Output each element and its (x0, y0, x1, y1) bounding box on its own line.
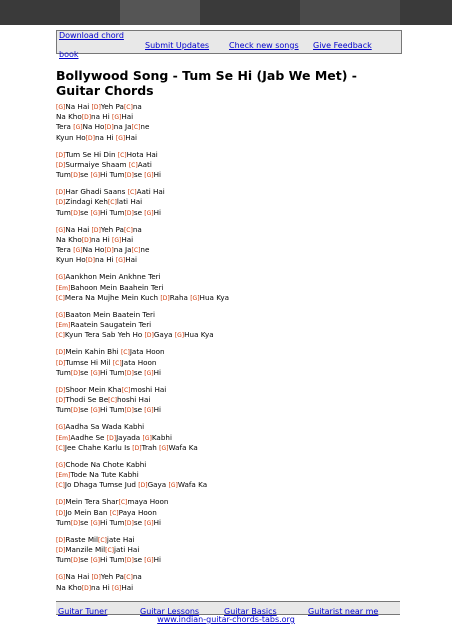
lyric-line (56, 235, 400, 245)
chord-label: [G] (144, 557, 154, 565)
chord-label: [G] (144, 172, 154, 180)
give-feedback-link[interactable]: Give Feedback (313, 40, 372, 50)
lyric-text: ne (140, 122, 150, 132)
lyric-line (56, 433, 400, 443)
chord-label: [G] (174, 332, 185, 340)
lyric-text: Aadha Sa Wada Kabhi (65, 422, 145, 432)
lyric-line (56, 358, 400, 368)
lyric-line (56, 255, 400, 265)
verse (56, 150, 400, 181)
verse (56, 272, 400, 303)
chord-label: [C] (131, 124, 141, 132)
chord-label: [D] (106, 434, 117, 442)
lyric-text: na Hi (94, 255, 116, 265)
lyric-text: Har Ghadi Saans (65, 187, 128, 197)
verse (56, 572, 400, 592)
chord-label: [C] (108, 397, 117, 405)
chord-label: [G] (168, 482, 178, 490)
chord-label: [G] (111, 584, 122, 592)
lyric-line (56, 518, 400, 528)
lyric-text: Aati Hai (136, 187, 165, 197)
chord-label: [D] (81, 236, 92, 244)
lyric-text: Jata Hoon (129, 347, 165, 357)
chord-label: [G] (159, 444, 169, 452)
lyric-line (56, 150, 400, 160)
chord-label: [D] (56, 509, 66, 517)
lyric-text: Jo Mein Ban (65, 507, 110, 517)
top-nav-bar (56, 30, 402, 59)
lyric-text: Tode Na Tute Kabhi (70, 470, 139, 480)
lyric-text: Jee Chahe Karlu Is (64, 442, 133, 452)
lyric-text: na Hi (91, 234, 112, 244)
lyric-line (56, 545, 400, 555)
lyric-line (56, 245, 400, 255)
footer-nav-bar (56, 601, 400, 615)
lyric-text: Zindagi Keh (65, 197, 108, 207)
lyric-text: Tum (56, 405, 71, 415)
lyric-text: Shoor Mein Kha (65, 384, 122, 394)
verse (56, 187, 400, 218)
chord-label: [G] (115, 134, 126, 142)
lyric-text: Raha (169, 292, 191, 302)
chord-label: [Em] (56, 472, 71, 480)
lyric-text: se (80, 517, 91, 527)
lyric-text: Hi Tum (99, 555, 125, 565)
verse (56, 385, 400, 416)
verse (56, 347, 400, 378)
chord-label: [C] (56, 444, 65, 452)
chord-label: [G] (190, 294, 200, 302)
lyric-text: se (80, 207, 91, 217)
chord-label: [C] (56, 332, 65, 340)
chord-label: [G] (56, 226, 66, 234)
lyric-text: Trah (141, 442, 160, 452)
lyric-text: Hi Tum (99, 405, 125, 415)
lyric-text: Yeh Pa (100, 572, 124, 582)
lyric-text: Tum (56, 170, 71, 180)
chord-label: [C] (107, 199, 117, 207)
lyric-text: na Ja (113, 245, 132, 255)
lyric-text: Hi Tum (99, 517, 125, 527)
lyric-text: Na Hai (65, 102, 92, 111)
lyric-line (56, 422, 400, 432)
lyric-text: Aati (137, 159, 152, 169)
lyric-text: Tumse Hi Mil (65, 357, 113, 367)
lyric-text: Na Hai (65, 572, 92, 582)
lyric-text: lati Hai (116, 197, 143, 207)
lyric-text: se (80, 555, 91, 565)
lyric-text: Hi Tum (99, 207, 125, 217)
chord-label: [D] (56, 151, 66, 159)
lyric-text: Hi (153, 405, 162, 415)
chord-label: [Em] (56, 284, 71, 292)
lyric-line (56, 197, 400, 207)
lyric-line (56, 272, 400, 282)
page-title: Bollywood Song - Tum Se Hi (Jab We Met) - Guitar Chords (56, 68, 357, 98)
lyric-line (56, 405, 400, 415)
lyric-text: Raatein Saugatein Teri (70, 320, 152, 330)
lyric-text: se (133, 367, 145, 377)
lyric-line (56, 293, 400, 303)
chord-label: [D] (124, 519, 134, 527)
submit-updates-link[interactable]: Submit Updates (145, 40, 210, 50)
lyric-line (56, 470, 400, 480)
chord-label: [C] (121, 386, 131, 394)
chord-label: [C] (123, 104, 133, 111)
chord-label: [D] (160, 294, 170, 302)
lyric-text: Baaton Mein Baatein Teri (65, 309, 155, 319)
lyric-text: Hai (125, 255, 138, 265)
lyric-text: se (80, 367, 91, 377)
chord-label: [Em] (56, 434, 71, 442)
verse (56, 422, 400, 453)
chord-label: [G] (144, 519, 154, 527)
lyric-text: Tum (56, 517, 71, 527)
lyric-line (56, 368, 400, 378)
lyric-text: se (133, 170, 145, 180)
verse (56, 310, 400, 341)
chord-label: [D] (81, 584, 92, 592)
lyric-line (56, 112, 400, 122)
nav-cell (143, 33, 227, 52)
chord-label: [G] (144, 407, 154, 415)
lyric-text: Na Ho (82, 245, 105, 255)
check-new-songs-link[interactable]: Check new songs (229, 40, 299, 50)
lyric-text: Na Hai (65, 224, 92, 234)
lyric-line (56, 443, 400, 453)
lyric-text: Bahoon Mein Baahein Teri (70, 282, 164, 292)
chord-label: [G] (144, 209, 154, 217)
lyric-text: Hai (121, 582, 134, 592)
chord-label: [G] (90, 369, 100, 377)
lyric-text: Kyun Ho (56, 255, 86, 265)
lyric-text: Hi (153, 170, 162, 180)
lyric-text: se (133, 517, 145, 527)
chord-label: [D] (144, 332, 154, 340)
lyric-text: Na Kho (56, 234, 82, 244)
lyric-line (56, 347, 400, 357)
chord-label: [C] (56, 482, 65, 490)
lyric-text: Chode Na Chote Kabhi (65, 459, 147, 469)
lyric-text: na (132, 572, 142, 582)
chord-label: [D] (56, 547, 66, 555)
lyric-text: Kyun Ho (56, 132, 86, 142)
chord-label: [D] (91, 226, 101, 234)
guitar-lessons-link[interactable]: Guitar Lessons (140, 606, 200, 616)
lyric-text: Hi (153, 517, 162, 527)
lyric-line (56, 160, 400, 170)
chord-label: [D] (124, 209, 134, 217)
chord-label: [D] (85, 134, 95, 142)
chord-label: [C] (127, 189, 137, 197)
lyric-text: Na Kho (56, 582, 82, 592)
lyric-text: Kyun Tera Sab Yeh Ho (64, 330, 145, 340)
lyric-line (56, 480, 400, 490)
lyric-line (56, 170, 400, 180)
lyric-text: Hai (121, 234, 134, 244)
lyric-line (56, 508, 400, 518)
lyrics-body (56, 102, 400, 600)
lyric-text: na Ja (113, 122, 132, 132)
chord-label: [G] (142, 434, 152, 442)
chord-label: [G] (115, 257, 126, 265)
lyric-line (56, 395, 400, 405)
lyric-text: na Hi (91, 112, 112, 122)
chord-label: [G] (90, 209, 100, 217)
chord-label: [D] (56, 189, 66, 197)
lyric-text: se (80, 405, 91, 415)
chord-label: [C] (112, 359, 122, 367)
chord-label: [G] (111, 236, 122, 244)
lyric-text: Tum (56, 207, 71, 217)
lyric-text: Manzile Mil (65, 545, 106, 555)
chord-label: [D] (124, 369, 134, 377)
verse (56, 225, 400, 266)
chord-label: [D] (70, 519, 81, 527)
chord-label: [D] (70, 172, 81, 180)
lyric-text: Gaya (147, 480, 169, 490)
banner-shade (120, 0, 200, 25)
lyric-text: Na Kho (56, 112, 82, 122)
lyric-text: na Hi (91, 582, 112, 592)
nav-cell (311, 33, 401, 52)
chord-label: [G] (111, 114, 122, 122)
chord-label: [D] (56, 499, 66, 507)
lyric-text: Jo Dhaga Tumse Jud (64, 480, 139, 490)
chord-label: [D] (70, 557, 81, 565)
chord-label: [G] (73, 124, 83, 132)
chord-label: [D] (132, 444, 142, 452)
nav-cell (57, 23, 143, 61)
chord-label: [D] (124, 557, 134, 565)
chord-label: [G] (144, 369, 154, 377)
lyric-line (56, 535, 400, 545)
lyric-text: Tera (56, 122, 74, 132)
lyric-line (56, 133, 400, 143)
chord-label: [C] (131, 247, 141, 255)
chord-label: [D] (104, 247, 114, 255)
lyric-text: Jata Hoon (121, 357, 157, 367)
chord-label: [D] (70, 209, 81, 217)
chord-label: [D] (56, 397, 66, 405)
lyric-text: Aadhe Se (70, 432, 107, 442)
chord-label: [D] (124, 407, 134, 415)
lyric-line (56, 283, 400, 293)
chord-label: [C] (123, 226, 133, 234)
chord-label: [D] (70, 369, 81, 377)
chord-label: [G] (56, 461, 66, 469)
guitar-basics-link[interactable]: Guitar Basics (224, 606, 277, 616)
chord-label: [Em] (56, 322, 71, 330)
lyric-text: Yeh Pa (100, 224, 124, 234)
chord-label: [C] (105, 547, 115, 555)
lyric-text: Hi (153, 207, 162, 217)
chord-label: [G] (90, 407, 100, 415)
guitarist-near-me-link[interactable]: Guitarist near me (308, 606, 379, 616)
lyric-line (56, 572, 400, 582)
lyric-text: Hi Tum (99, 367, 125, 377)
chord-label: [G] (73, 247, 83, 255)
chord-label: [D] (56, 359, 66, 367)
verse (56, 535, 400, 566)
lyric-text: Thodi Se Be (65, 395, 109, 405)
lyric-text: se (133, 555, 145, 565)
lyric-line (56, 208, 400, 218)
chord-label: [C] (128, 161, 138, 169)
lyric-text: maya Hoon (127, 497, 169, 507)
lyric-text: se (80, 170, 91, 180)
chord-label: [D] (138, 482, 148, 490)
lyric-text: se (133, 405, 145, 415)
chord-label: [G] (90, 557, 100, 565)
lyric-text: se (133, 207, 145, 217)
lyric-text: Gaya (153, 330, 175, 340)
lyric-text: Hai (121, 112, 134, 122)
chord-label: [D] (70, 407, 81, 415)
chord-label: [D] (91, 104, 101, 111)
chord-label: [C] (109, 509, 119, 517)
lyric-line (56, 225, 400, 235)
lyric-line (56, 122, 400, 132)
lyric-text: Hi Tum (99, 170, 125, 180)
site-url (0, 615, 452, 624)
lyric-line (56, 320, 400, 330)
lyric-text: Aankhon Mein Ankhne Teri (65, 272, 161, 282)
chord-label: [D] (85, 257, 95, 265)
lyric-line (56, 310, 400, 320)
lyric-text: Jayada (116, 432, 143, 442)
lyric-text: na Hi (94, 132, 116, 142)
lyric-line (56, 385, 400, 395)
lyric-line (56, 187, 400, 197)
download-chord-book-link[interactable]: Download chord book (59, 31, 124, 59)
lyric-text: Wafa Ka (177, 480, 208, 490)
chord-label: [D] (56, 349, 66, 357)
nav-cell (227, 33, 311, 52)
chord-label: [D] (56, 536, 66, 544)
chord-label: [D] (91, 574, 101, 582)
lyric-line (56, 583, 400, 593)
chord-label: [C] (98, 536, 107, 544)
lyric-text: Na Ho (82, 122, 105, 132)
chord-label: [G] (56, 274, 66, 282)
chord-label: [C] (120, 349, 130, 357)
chord-label: [C] (117, 151, 127, 159)
lyric-line (56, 497, 400, 507)
verse (56, 102, 400, 143)
lyric-line (56, 330, 400, 340)
banner-shade (300, 0, 400, 25)
lyric-text: Tera (56, 245, 74, 255)
lyric-text: Yeh Pa (100, 102, 124, 111)
lyric-text: Mein Kahin Bhi (65, 347, 121, 357)
lyric-line (56, 460, 400, 470)
chord-label: [C] (56, 294, 65, 302)
lyric-text: na (132, 102, 142, 111)
lyric-text: jati Hai (114, 545, 140, 555)
lyric-text: moshi Hai (130, 384, 167, 394)
lyric-text: Hua Kya (184, 330, 214, 340)
header-banner-image (0, 0, 452, 25)
lyric-text: Tum (56, 555, 71, 565)
lyric-text: hoshi Hai (117, 395, 151, 405)
lyric-line (56, 555, 400, 565)
chord-label: [C] (118, 499, 128, 507)
chord-label: [G] (56, 311, 66, 319)
lyric-text: ne (140, 245, 150, 255)
chord-label: [D] (104, 124, 114, 132)
lyric-text: Wafa Ka (168, 442, 198, 452)
lyric-text: Mera Na Mujhe Mein Kuch (64, 292, 161, 302)
chord-label: [G] (56, 104, 66, 111)
lyric-text: Kabhi (151, 432, 172, 442)
lyric-line (56, 102, 400, 112)
lyric-text: jate Hai (106, 534, 135, 544)
site-url-link[interactable]: www.indian-guitar-chords-tabs.org (157, 615, 295, 624)
lyric-text: Hi (153, 367, 162, 377)
chord-label: [D] (124, 172, 134, 180)
chord-label: [D] (56, 386, 66, 394)
chord-label: [D] (56, 199, 66, 207)
lyric-text: na (132, 224, 142, 234)
lyric-text: Tum (56, 367, 71, 377)
lyric-text: Surmaiye Shaam (65, 159, 129, 169)
lyric-text: Mein Tera Shar (65, 497, 119, 507)
lyric-text: Paya Hoon (118, 507, 157, 517)
lyric-text: Hi (153, 555, 162, 565)
chord-label: [D] (81, 114, 92, 122)
chord-label: [G] (90, 172, 100, 180)
chord-label: [C] (123, 574, 133, 582)
chord-label: [D] (56, 161, 66, 169)
lyric-text: Hota Hai (126, 149, 158, 159)
lyric-text: Raste Mil (65, 534, 99, 544)
chord-label: [G] (90, 519, 100, 527)
guitar-tuner-link[interactable]: Guitar Tuner (58, 606, 108, 616)
verse (56, 460, 400, 491)
verse (56, 497, 400, 528)
chord-label: [G] (56, 424, 66, 432)
lyric-text: Hai (125, 132, 138, 142)
chord-label: [G] (56, 574, 66, 582)
lyric-text: Tum Se Hi Din (65, 149, 118, 159)
lyric-text: Hua Kya (199, 292, 230, 302)
